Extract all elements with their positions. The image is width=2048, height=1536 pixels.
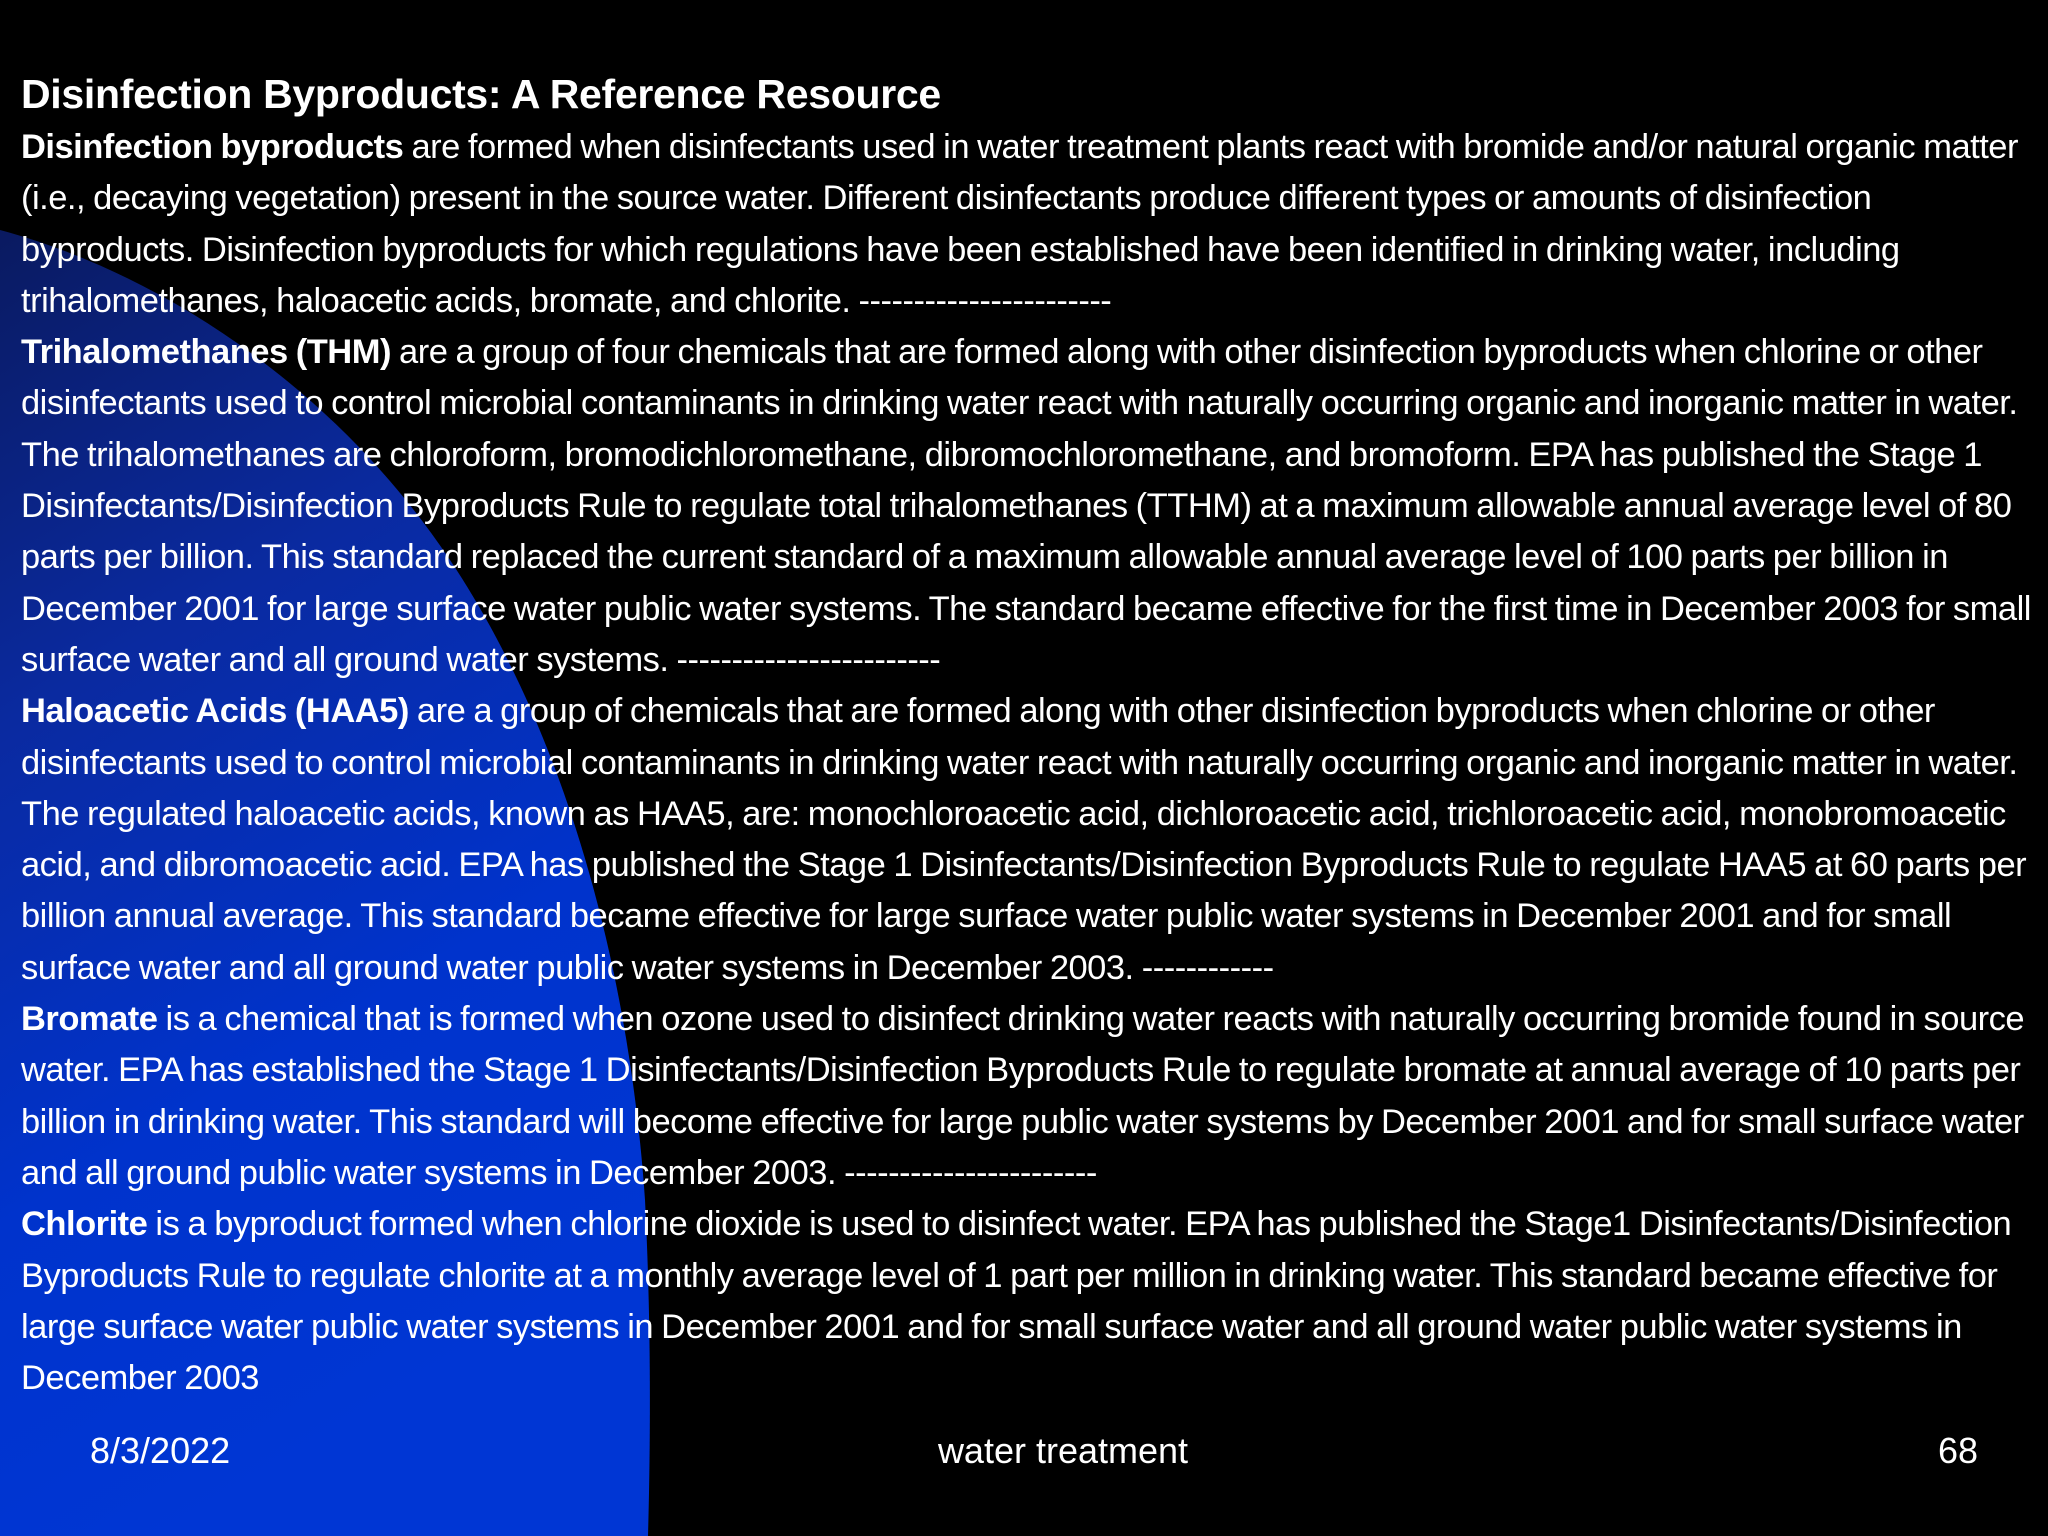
paragraph-text: is a chemical that is formed when ozone used to disinfect drinking water reacts with naturally occurring bromide found in source water. EPA has established the Stage 1 Disinfectants/Disinfection Byproducts Rule to regulate bromate at annual average of 10 parts per billion in drinking water. This standard will become effective for large public water systems by December 2001 and for small surface water and all ground public water systems in December 2003. ----------------------- — [21, 1000, 2025, 1192]
page-number: 68 — [1937, 1430, 1978, 1471]
slide-title: Disinfection Byproducts: A Reference Resource — [21, 71, 941, 117]
term-bromate: Bromate — [21, 1000, 158, 1039]
footer-date: 8/3/2022 — [90, 1430, 231, 1471]
slide-content — [21, 66, 2031, 1404]
paragraph-disinfection-byproducts — [21, 122, 2031, 327]
paragraph-text: are formed when disinfectants used in water treatment plants react with bromide and/or natural organic matter (i.e., decaying vegetation) present in the source water. Different disinfectants produce different types or amounts of disinfection byproducts. Disinfection byproducts for which regulations have been established have been identified in drinking water, including trihalomethanes, haloacetic acids, bromate, and chlorite. ----------------------- — [21, 128, 2018, 320]
term-trihalomethanes: Trihalomethanes (THM) — [21, 333, 391, 372]
term-haloacetic-acids: Haloacetic Acids (HAA5) — [21, 692, 409, 731]
paragraph-haloacetic-acids — [21, 686, 2031, 994]
term-chlorite: Chlorite — [21, 1205, 148, 1244]
paragraph-trihalomethanes — [21, 327, 2031, 686]
paragraph-text: are a group of four chemicals that are formed along with other disinfection byproducts when chlorine or other disinfectants used to control microbial contaminants in drinking water react with naturally occurring organic and inorganic matter in water. The trihalomethanes are chloroform, bromodichloromethane, dibromochloromethane, and bromoform. EPA has published the Stage 1 Disinfectants/Disinfection Byproducts Rule to regulate total trihalomethanes (TTHM) at a maximum allowable annual average level of 80 parts per billion. This standard replaced the current standard of a maximum allowable annual average level of 100 parts per billion in December 2001 for large surface water public water systems. The standard became effective for the first time in December 2003 for small surface water and all ground water systems. ------------------------ — [21, 333, 2031, 679]
paragraph-text: are a group of chemicals that are formed along with other disinfection byproducts when chlorine or other disinfectants used to control microbial contaminants in drinking water react with naturally occurring organic and inorganic matter in water. The regulated haloacetic acids, known as HAA5, are: monochloroacetic acid, dichloroacetic acid, trichloroacetic acid, monobromoacetic acid, and dibromoacetic acid. EPA has published the Stage 1 Disinfectants/Disinfection Byproducts Rule to regulate HAA5 at 60 parts per billion annual average. This standard became effective for large surface water public water systems in December 2001 and for small surface water and all ground water public water systems in December 2003. ------------ — [21, 692, 2027, 987]
footer-title: water treatment — [937, 1430, 1189, 1471]
paragraph-bromate — [21, 994, 2031, 1199]
paragraph-chlorite — [21, 1199, 2031, 1404]
term-disinfection-byproducts: Disinfection byproducts — [21, 128, 404, 166]
paragraph-text: is a byproduct formed when chlorine dioxide is used to disinfect water. EPA has published the Stage1 Disinfectants/Disinfection Byproducts Rule to regulate chlorite at a monthly average level of 1 part per million in drinking water. This standard became effective for large surface water public water systems in December 2001 and for small surface water and all ground water public water systems in December 2003 — [21, 1205, 2012, 1398]
